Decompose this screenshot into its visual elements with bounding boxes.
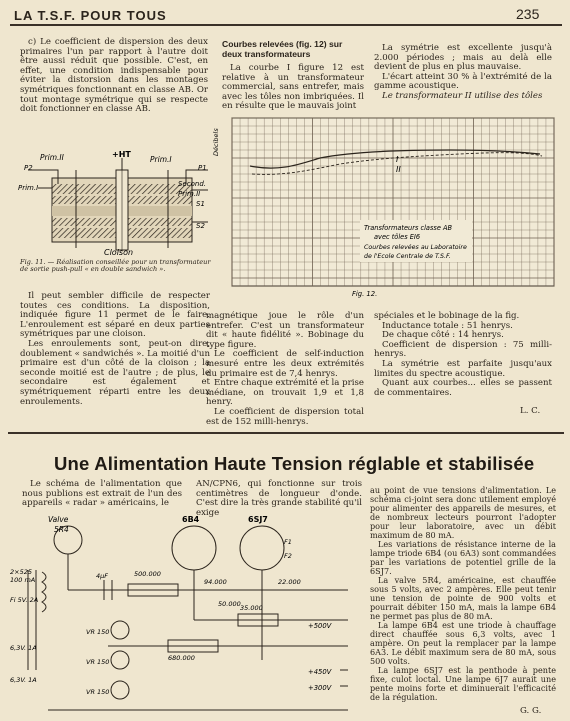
bottom-col3-text: spéciales et le bobinage de la fig. Inductance totale : 51 henrys. De chaque côté : 14 henrys. Coefficient de dispersion : 75 milli-henrys. La symétrie est parfaite jusqu'aux limites du spectre acoustique. Quant aux courbes... elles se passent de commentaires. (374, 311, 552, 398)
signature-lc: L. C. (520, 406, 541, 416)
bottom-col2-text: magnétique joue le rôle d'un entrefer. C'est un transformateur dit « haute fidélité ». Bobinage du type figure. Le coefficient de self-induction mesuré entre les deux extrémités du primaire est de 7,4 henrys. Entre chaque extrémité et la prise médiane, on trouvait 1,9 et 1,8 henry. Le coefficient de dispersion total est de 152 milli-henrys. (206, 311, 364, 427)
label-filament-5v: Fi 5V. 2A (10, 596, 39, 604)
label-6b4: 6B4 (182, 515, 200, 524)
label-vr150-2: VR 150 (86, 658, 110, 666)
fig11-label-p2: P2 (24, 164, 33, 172)
label-r-680k: 680.000 (168, 654, 195, 662)
label-vr150-1: VR 150 (86, 628, 110, 636)
header-rule (10, 24, 562, 26)
col2-text: La courbe I figure 12 est relative à un transformateur commercial, sans entrefer, mais avec les tôles non imbriquées. Il en résulte que le mauvais joint (222, 63, 364, 112)
label-secondary-current: 100 mA (10, 576, 36, 584)
label-r-94k: 94.000 (204, 578, 227, 586)
fig12-legend-line-3: Courbes relevées au Laboratoire (364, 244, 467, 251)
label-6sj7: 6SJ7 (248, 515, 268, 524)
fig11-label-second: Second. (178, 180, 206, 188)
fig11-label-p1: P1 (198, 164, 207, 172)
label-out-450v: +450V (308, 668, 332, 676)
fig12-curve-label-2: II (396, 165, 401, 174)
label-valve: Valve (48, 515, 69, 524)
label-f1: F1 (284, 538, 292, 546)
fig11-label-ht: +HT (112, 150, 131, 159)
label-out-300v: +300V (308, 684, 332, 692)
fig12-legend-line-1: Transformateurs classe AB (364, 224, 453, 232)
fig12-ylabel: Décibels (212, 128, 220, 156)
section-separator (8, 432, 564, 434)
fig11-label-cloison: Cloison (104, 248, 134, 256)
label-filament-63v-a: 6,3V. 1A (10, 644, 37, 652)
label-r-500k: 500.000 (134, 570, 161, 578)
bottom-col1-text: Il peut sembler difficile de respecter toutes ces conditions. La disposition, indiquée figure 11 permet de le faire. L'enroulement est séparé en deux parties symétriques par une cloison. Les enroulements sont, peut-on dire, doublement « sandwichés ». La moitié d'un primaire est d'un côté de la cloison ; la seconde moitié est de l'autre ; de plus, le secondaire est également et symétriquement réparti entre les deux enroulements. (20, 291, 210, 407)
fig11-label-prim1-left: Prim.I (18, 184, 39, 192)
section-heading-curves: Courbes relevées (fig. 12) sur deux transformateurs (222, 39, 343, 59)
figure-11-diagram (18, 148, 216, 256)
label-secondary-voltage: 2×525 (10, 568, 32, 576)
article-col3: au point de vue tensions d'alimentation. Le schéma ci-joint sera donc utilement employé pour alimenter des appareils de mesures, et de nombreux lecteurs pourront l'adopter pour leur laboratoire, avec un débit maximum de 80 mA. Les variations de résistance interne de la lampe triode 6B4 (ou 6A3) sont commandées par les variations de potentiel grille de la 6SJ7. La valve 5R4, américaine, est chauffée sous 5 volts, avec 2 ampères. Elle peut tenir une tension de pointe de 900 volts et pourrait débiter 150 mA, mais la lampe 6B4 ne permet pas plus de 80 mA. La lampe 6B4 est une triode à chauffage direct chauffée sous 6,3 volts, avec 1 ampère. On peut la remplacer par la lampe 6A3. Le débit maximum sera de 80 mA, sous 500 volts. La lampe 6SJ7 est la penthode à pente fixe, culot loctal. Une lampe 6J7 aurait une pente moins forte et diminuerait l'efficacité de la régulation. (370, 485, 556, 702)
label-pot-50k: 50.000 (218, 600, 241, 608)
signature-gg: G. G. (520, 706, 542, 716)
col3-text: La symétrie est excellente jusqu'à 2.000 périodes ; mais au delà elle devient de plus en plus mauvaise. L'écart atteint 30 % à l'extrémité de la gamme acoustique. Le transformateur II utilise des tôles (374, 43, 552, 101)
fig11-label-prim1-top: Prim.I (150, 155, 172, 164)
label-capacitor: 4μF (96, 572, 109, 580)
label-r-22k: 22.000 (278, 578, 301, 586)
fig12-legend-line-2: avec tôles EI6 (374, 233, 421, 241)
label-r-35k: 35.000 (240, 604, 263, 612)
fig12-legend-line-4: de l'Ecole Centrale de T.S.F. (364, 253, 451, 260)
label-out-500v: +500V (308, 622, 332, 630)
journal-title: LA T.S.F. POUR TOUS (14, 8, 167, 23)
fig11-label-s2: S2 (196, 222, 205, 230)
power-supply-schematic (8, 510, 366, 718)
page-number: 235 (516, 6, 540, 22)
figure-11-caption: Fig. 11. — Réalisation conseillée pour un transformateur de sortie push-pull « en double sandwich ». (20, 258, 211, 274)
label-5r4: 5R4 (54, 525, 69, 534)
figure-12-chart (210, 112, 562, 298)
fig11-label-prim2-right: Prim.II (178, 190, 201, 198)
label-filament-63v-b: 6,3V. 1A (10, 676, 37, 684)
fig11-label-prim2-top: Prim.II (40, 153, 64, 162)
label-vr150-3: VR 150 (86, 688, 110, 696)
article-col2: AN/CPN6, qui fonctionne sur trois centimètres de longueur d'onde. C'est dire la très grande stabilité qu'il exige (196, 479, 362, 518)
article-title: Une Alimentation Haute Tension réglable et stabilisée (54, 453, 535, 474)
fig11-label-s1: S1 (196, 200, 205, 208)
fig12-caption: Fig. 12. (352, 290, 378, 298)
article-col1: Le schéma de l'alimentation que nous publions est extrait de l'un des appareils « radar » américains, le (22, 479, 182, 509)
col1-intro: c) Le coefficient de dispersion des deux primaires l'un par rapport à l'autre doit être aussi réduit que possible. C'est, en effet, une condition indispensable pour éviter la distorsion dans les montages symétriques fonctionnant en classe AB. Or tout montage symétrique qui se respecte doit fonctionner en classe AB. (20, 37, 208, 115)
fig12-curve-label-1: I (396, 155, 399, 164)
label-f2: F2 (284, 552, 292, 560)
